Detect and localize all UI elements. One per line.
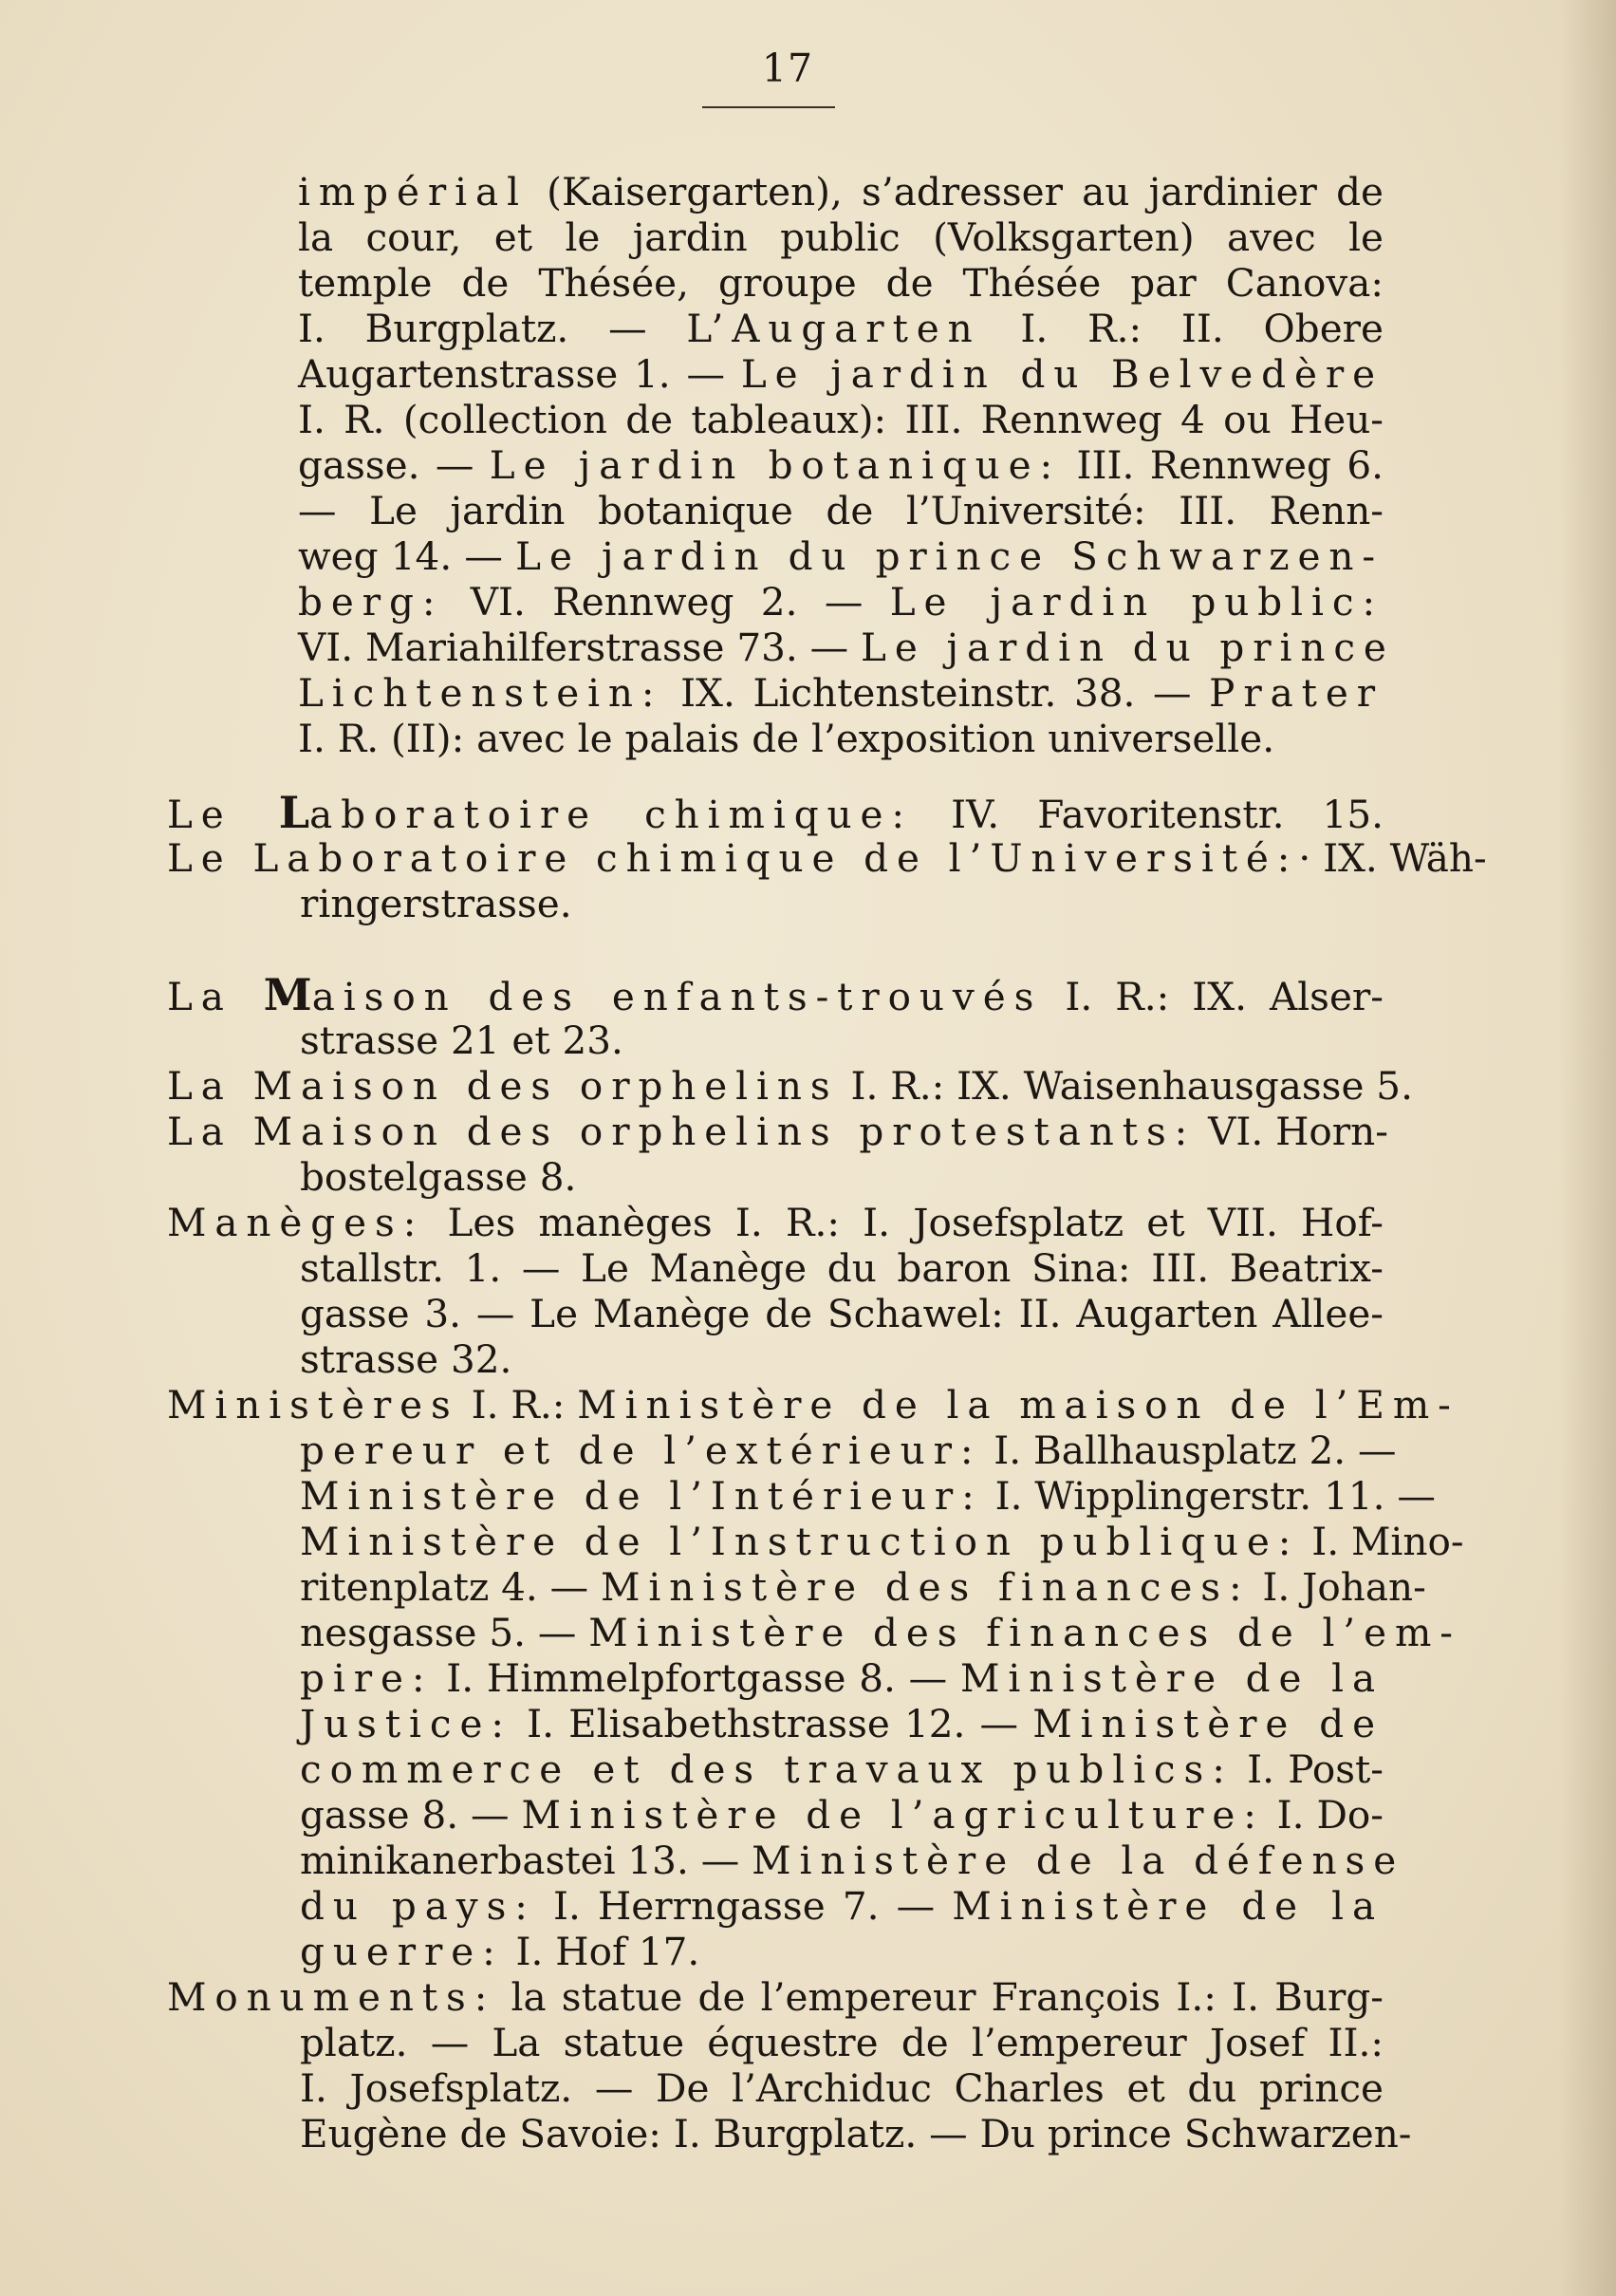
text-line: Ministère de l’Intérieur: I. Wipplingerstr. 11. — bbox=[300, 1473, 1436, 1519]
text-line: guerre: I. Hof 17. bbox=[300, 1929, 700, 1974]
text-line: Manèges: Les manèges I. R.: I. Josefsplatz et VII. Hof- bbox=[167, 1200, 1384, 1245]
text-line: gasse 8. — Ministère de l’agriculture: I. Do- bbox=[300, 1792, 1384, 1838]
text-line: commerce et des travaux publics: I. Post- bbox=[300, 1746, 1384, 1792]
text-line: VI. Mariahilferstrasse 73. — Le jardin du prince bbox=[298, 625, 1395, 670]
ornate-initial: M bbox=[263, 969, 312, 1020]
text-line: impérial (Kaisergarten), s’adresser au jardinier de bbox=[298, 169, 1384, 215]
text-line: Monuments: la statue de l’empereur François I.: I. Burg- bbox=[167, 1974, 1384, 2020]
text-line: gasse. — Le jardin botanique: III. Rennweg 6. bbox=[298, 442, 1384, 488]
text-line: Augartenstrasse 1. — Le jardin du Belvedère bbox=[298, 351, 1384, 397]
text-line: bostelgasse 8. bbox=[300, 1154, 577, 1200]
text-line: pire: I. Himmelpfortgasse 8. — Ministère de la bbox=[300, 1655, 1384, 1701]
text-line: I. Josefsplatz. — De l’Archiduc Charles et du prince bbox=[300, 2065, 1384, 2111]
text-line: gasse 3. — Le Manège de Schawel: II. Augarten Allee- bbox=[300, 1291, 1384, 1336]
text-line: platz. — La statue équestre de l’empereur Josef II.: bbox=[300, 2020, 1384, 2065]
text-line: I. R. (collection de tableaux): III. Rennweg 4 ou Heu- bbox=[298, 397, 1384, 442]
text-line: nesgasse 5. — Ministère des finances de l’em- bbox=[300, 1610, 1461, 1655]
text-line: ringerstrasse. bbox=[300, 881, 572, 926]
text-line: I. R. (II): avec le palais de l’exposition universelle. bbox=[298, 716, 1275, 761]
text-line: temple de Thésée, groupe de Thésée par Canova: bbox=[298, 260, 1384, 306]
text-line: strasse 21 et 23. bbox=[300, 1017, 623, 1063]
text-line: — Le jardin botanique de l’Université: III. Renn- bbox=[298, 488, 1384, 533]
text-line: La Maison des enfants-trouvés I. R.: IX. Alser- bbox=[167, 969, 1384, 1020]
ornate-initial: L bbox=[278, 787, 310, 838]
text-line: minikanerbastei 13. — Ministère de la défense bbox=[300, 1838, 1405, 1883]
text-line: pereur et de l’extérieur: I. Ballhausplatz 2. — bbox=[300, 1428, 1397, 1473]
text-line: strasse 32. bbox=[300, 1336, 512, 1382]
text-line: I. Burgplatz. — L’Augarten I. R.: II. Obere bbox=[298, 306, 1384, 351]
text-line: Le Laboratoire chimique: IV. Favoritenstr. 15. bbox=[167, 787, 1384, 838]
text-line: stallstr. 1. — Le Manège du baron Sina: III. Beatrix- bbox=[300, 1245, 1384, 1291]
text-line: Ministères I. R.: Ministère de la maison de l’Em- bbox=[167, 1382, 1459, 1428]
text-line: Le Laboratoire chimique de l’Université:· IX. Wäh- bbox=[167, 835, 1487, 881]
text-line: Justice: I. Elisabethstrasse 12. — Ministère de bbox=[300, 1701, 1384, 1746]
text-line: berg: VI. Rennweg 2. — Le jardin public: bbox=[298, 579, 1384, 625]
text-line: La Maison des orphelins protestants: VI. Horn- bbox=[167, 1109, 1388, 1154]
text-line: la cour, et le jardin public (Volksgarten) avec le bbox=[298, 215, 1384, 260]
text-line: ritenplatz 4. — Ministère des finances: I. Johan- bbox=[300, 1564, 1426, 1610]
text-line: Eugène de Savoie: I. Burgplatz. — Du prince Schwarzen- bbox=[300, 2111, 1412, 2156]
page-number: 17 bbox=[761, 46, 814, 91]
page-number-rule bbox=[702, 106, 835, 108]
text-line: du pays: I. Herrngasse 7. — Ministère de la bbox=[300, 1883, 1384, 1929]
text-line: La Maison des orphelins I. R.: IX. Waisenhausgasse 5. bbox=[167, 1063, 1413, 1109]
text-line: weg 14. — Le jardin du prince Schwarzen- bbox=[298, 533, 1384, 579]
text-line: Ministère de l’Instruction publique: I. Mino- bbox=[300, 1519, 1464, 1564]
text-line: Lichtenstein: IX. Lichtensteinstr. 38. — Prater bbox=[298, 670, 1384, 716]
